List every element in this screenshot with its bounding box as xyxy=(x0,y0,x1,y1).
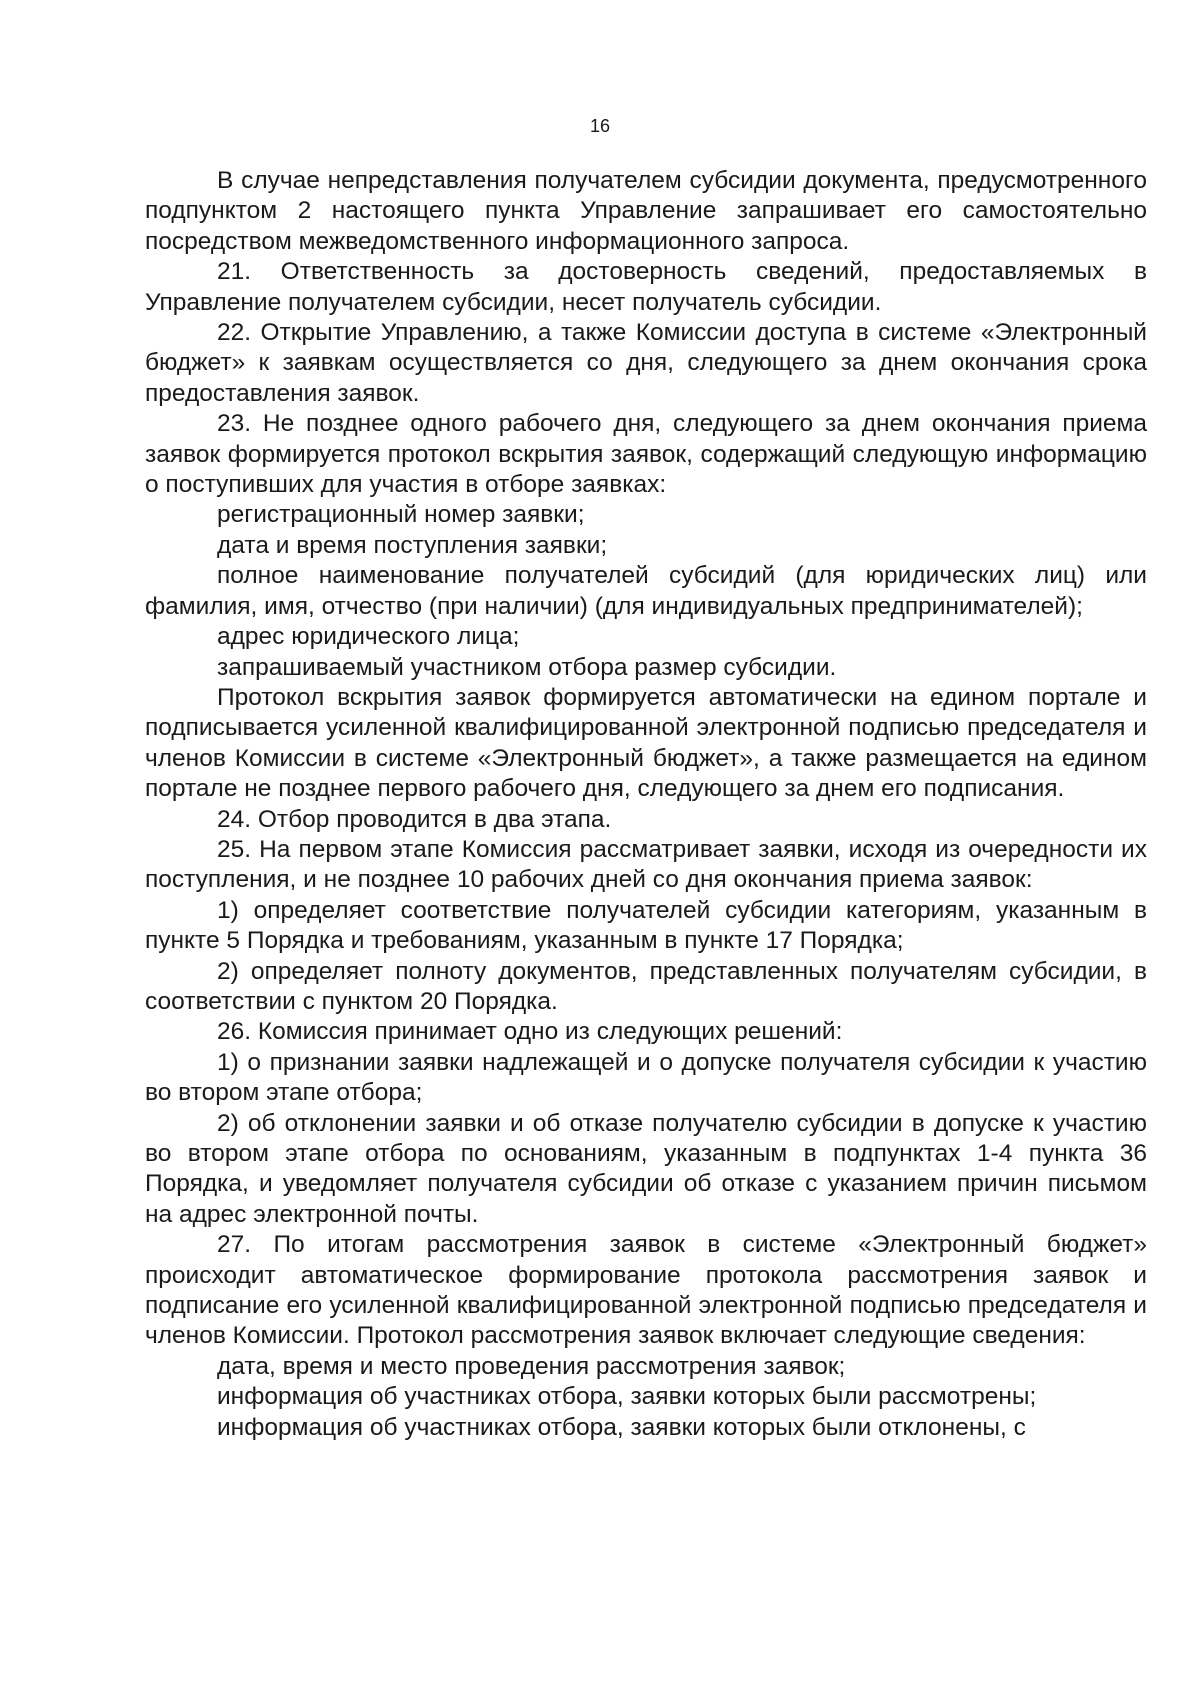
paragraph-25-item-1: 1) определяет соответствие получателей субсидии категориям, указанным в пункте 5 Порядка и требованиям, указанным в пункте 17 Порядка; xyxy=(145,896,1147,955)
page-number: 16 xyxy=(589,116,611,136)
paragraph-26-item-2: 2) об отклонении заявки и об отказе получателю субсидии в допуске к участию во втором этапе отбора по основаниям, указанным в подпунктах 1-4 пункта 36 Порядка, и уведомляет получателя субсидии об отказе с указанием причин письмом на адрес электронной почты. xyxy=(145,1109,1147,1228)
paragraph-opening-protocol: Протокол вскрытия заявок формируется автоматически на едином портале и подписывается усиленной квалифицированной электронной подписью председателя и членов Комиссии в системе «Электронный бюджет», а также размещается на едином портале не позднее первого рабочего дня, следующего за днем его подписания. xyxy=(145,683,1147,803)
paragraph-27: 27. По итогам рассмотрения заявок в системе «Электронный бюджет» происходит автоматическое формирование протокола рассмотрения заявок и подписание его усиленной квалифицированной электронной подписью председателя и членов Комиссии. Протокол рассмотрения заявок включает следующие сведения: xyxy=(145,1231,1147,1350)
list-item-rejected-participants: информация об участниках отбора, заявки которых были отклонены, с xyxy=(217,1413,1026,1441)
list-item-full-name: полное наименование получателей субсидий (для юридических лиц) или фамилия, имя, отчество (при наличии) (для индивидуальных предпринимателей); xyxy=(145,562,1147,620)
list-item-date-time: дата и время поступления заявки; xyxy=(217,531,608,559)
list-item-review-date-place: дата, время и место проведения рассмотрения заявок; xyxy=(217,1352,846,1380)
paragraph-26: 26. Комиссия принимает одно из следующих решений: xyxy=(217,1018,843,1046)
paragraph-22: 22. Открытие Управлению, а также Комиссии доступа в системе «Электронный бюджет» к заявкам осуществляется со дня, следующего за днем окончания срока предоставления заявок. xyxy=(145,319,1147,407)
list-item-registration-number: регистрационный номер заявки; xyxy=(217,501,585,529)
paragraph-23: 23. Не позднее одного рабочего дня, следующего за днем окончания приема заявок формируется протокол вскрытия заявок, содержащий следующую информацию о поступивших для участия в отборе заявках: xyxy=(145,410,1147,499)
list-item-reviewed-participants: информация об участниках отбора, заявки которых были рассмотрены; xyxy=(217,1383,1037,1411)
paragraph-21: 21. Ответственность за достоверность сведений, предоставляемых в Управление получателем субсидии, несет получатель субсидии. xyxy=(145,258,1147,316)
paragraph-26-item-1: 1) о признании заявки надлежащей и о допуске получателя субсидии к участию во втором этапе отбора; xyxy=(145,1048,1147,1107)
paragraph-absence-of-document: В случае непредставления получателем субсидии документа, предусмотренного подпунктом 2 настоящего пункта Управление запрашивает его самостоятельно посредством межведомственного информационного запроса. xyxy=(145,167,1147,255)
paragraph-25-item-2: 2) определяет полноту документов, представленных получателям субсидии, в соответствии с пунктом 20 Порядка. xyxy=(145,957,1147,1015)
document-body xyxy=(145,166,1147,1443)
paragraph-25: 25. На первом этапе Комиссия рассматривает заявки, исходя из очередности их поступления, и не позднее 10 рабочих дней со дня окончания приема заявок: xyxy=(145,835,1147,894)
paragraph-24: 24. Отбор проводится в два этапа. xyxy=(217,805,612,833)
list-item-legal-address: адрес юридического лица; xyxy=(217,623,520,651)
list-item-requested-amount: запрашиваемый участником отбора размер субсидии. xyxy=(217,653,837,681)
